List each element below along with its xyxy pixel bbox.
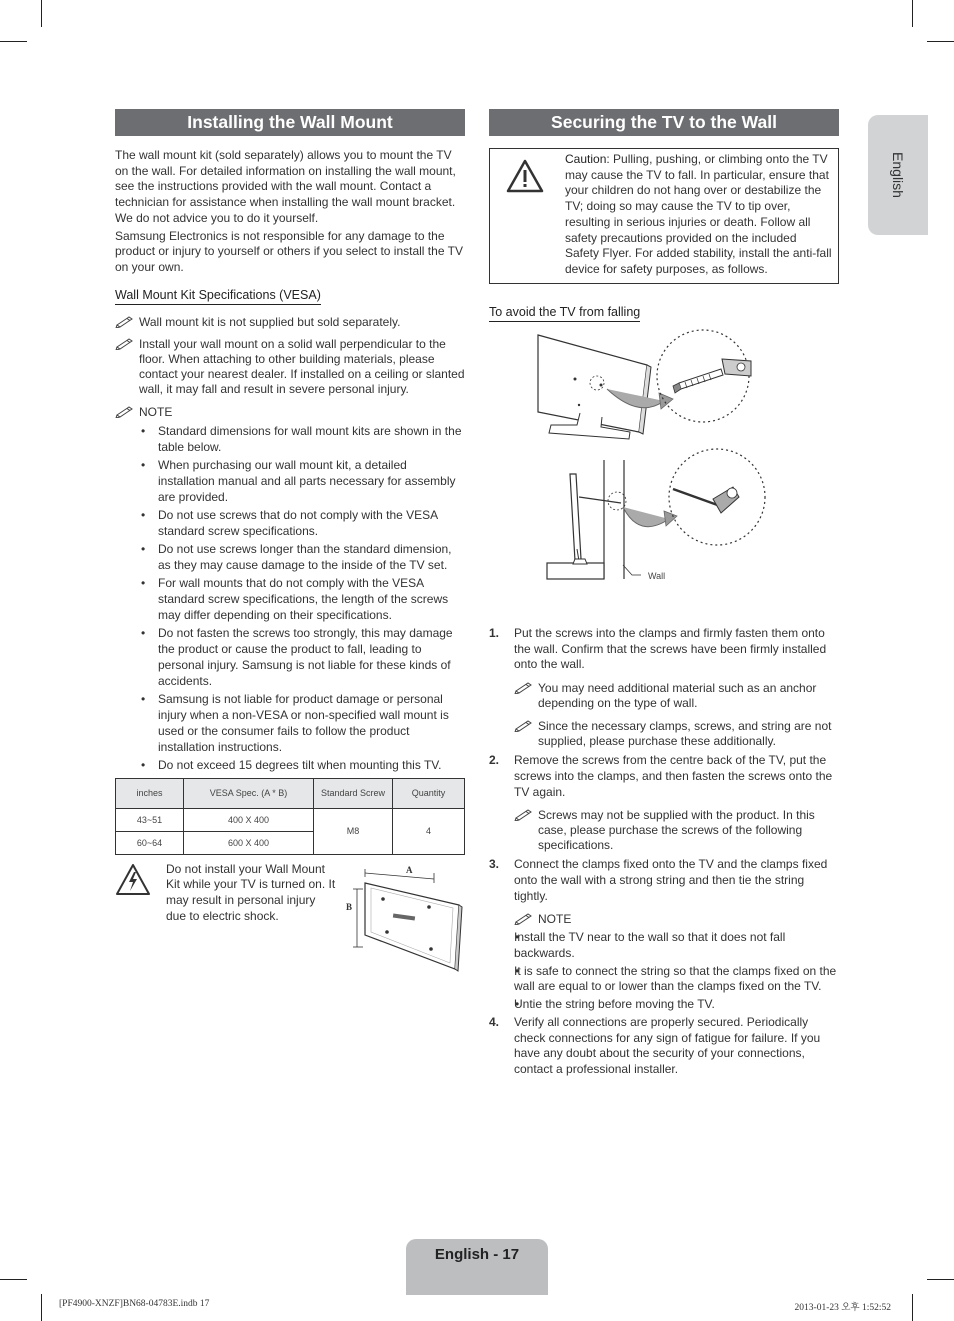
- list-item: • Do not fasten the screws too strongly, this may damage the product or cause the product to fall, leading to personal injury. Samsung is not liable for these kinds of accidents.: [115, 625, 465, 689]
- securing-section: [489, 109, 839, 1078]
- wall-mount-section: [115, 109, 465, 978]
- step-number: 3.: [489, 857, 500, 872]
- table-header: VESA Spec. (A * B): [184, 778, 314, 808]
- table-header-row: [116, 778, 465, 808]
- page-number-tab: [406, 1239, 548, 1295]
- crop-mark: [927, 41, 954, 42]
- installation-steps: [489, 626, 839, 1078]
- note-bullet-list: [115, 423, 465, 773]
- note-heading: [115, 405, 465, 420]
- step-text: Put the screws into the clamps and firmly fasten them onto the wall. Confirm that the screws have been firmly installed onto the wall.: [514, 626, 827, 672]
- crop-mark: [912, 1294, 913, 1321]
- section-title: Installing the Wall Mount: [115, 109, 465, 136]
- list-item: • For wall mounts that do not comply with the VESA standard screw specifications, the length of the screws may differ depending on their specifications.: [115, 575, 465, 623]
- list-item: • Do not use screws that do not comply with the VESA standard screw specifications.: [115, 507, 465, 539]
- electric-shock-warning-icon: [115, 863, 151, 897]
- caution-label: Caution: [565, 152, 607, 166]
- step-number: 2.: [489, 753, 500, 768]
- wall-label: Wall: [648, 571, 666, 581]
- table-header: Quantity: [393, 778, 465, 808]
- step-number: 1.: [489, 626, 500, 640]
- list-item: • Do not use screws longer than the standard dimension, as they may cause damage to the inside of the TV set.: [115, 541, 465, 573]
- note-text: You may need additional material such as an anchor depending on the type of wall.: [538, 681, 817, 711]
- avoid-falling-heading: To avoid the TV from falling: [489, 305, 640, 322]
- intro-paragraph: The wall mount kit (sold separately) allows you to mount the TV on the wall. For detailed information on installing the wall mount, see the instructions provided with the wall mount. Contact a technician for assistance when installing the wall mount bracket. We do not advice you to do it yourself.: [115, 148, 456, 225]
- caution-text: [565, 152, 833, 278]
- list-item: [489, 1015, 839, 1078]
- note-text: Install your wall mount on a solid wall perpendicular to the floor. When attaching to other building materials, please contact your nearest dealer. If installed on a ceiling or slanted wall, it may fall and result in severe personal injury.: [139, 336, 465, 396]
- footer-file-info: [PF4900-XNZF]BN68-04783E.indb 17: [59, 1299, 210, 1309]
- list-item: • Do not exceed 15 degrees tilt when mounting this TV.: [115, 757, 465, 773]
- note-text: Screws may not be supplied with the product. In this case, please purchase the screws of the following specifications.: [538, 808, 815, 853]
- caution-body: : Pulling, pushing, or climbing onto the TV may cause the TV to fall. In particular, ensure that your children do not hang over or destabilize the TV; doing so may cause the TV to tip over, resulting in serious injuries or death. Follow all safety precautions provided on the included Safety Flyer. For added stability, install the anti-fall device for safety purposes, as follows.: [565, 152, 832, 276]
- note-label: NOTE: [139, 404, 173, 419]
- dimension-label-a: A: [406, 864, 413, 875]
- pencil-note-icon: [115, 336, 135, 350]
- crop-mark: [927, 1279, 954, 1280]
- tv-back-vesa-illustration: [343, 863, 465, 973]
- table-cell: 400 X 400: [184, 808, 314, 831]
- list-item: • Samsung is not liable for product damage or personal injury when a non-VESA or non-specified wall mount is used or the consumer fails to follow the product installation instructions.: [115, 691, 465, 755]
- electric-warning: [115, 863, 465, 978]
- section-title: Securing the TV to the Wall: [489, 109, 839, 136]
- table-header: Standard Screw: [314, 778, 393, 808]
- table-header: inches: [116, 778, 184, 808]
- language-tab-label: English: [890, 152, 906, 198]
- tv-anti-fall-illustration: [489, 329, 839, 605]
- crop-mark: [912, 0, 913, 27]
- list-item: • Untie the string before moving the TV.: [489, 997, 839, 1013]
- table-cell: 4: [393, 808, 465, 854]
- step-text: Connect the clamps fixed onto the TV and the clamps fixed onto the wall with a strong string and then tie the string tightly.: [514, 857, 828, 903]
- language-tab: [868, 115, 928, 235]
- crop-mark: [0, 1279, 27, 1280]
- step-number: 4.: [489, 1014, 500, 1029]
- note-text: Since the necessary clamps, screws, and string are not supplied, please purchase these additionally.: [538, 719, 832, 749]
- table-cell: 43~51: [116, 808, 184, 831]
- list-item: • Standard dimensions for wall mount kits are shown in the table below.: [115, 423, 465, 455]
- note-bullet-list: [489, 930, 839, 1013]
- note-label: NOTE: [538, 912, 572, 927]
- list-item: • It is safe to connect the string so that the clamps fixed on the wall are equal to or lower than the clamps fixed on the TV.: [489, 964, 839, 995]
- list-item: [489, 753, 839, 853]
- spec-heading: Wall Mount Kit Specifications (VESA): [115, 288, 321, 305]
- footer-timestamp: 2013-01-23 오후 1:52:52: [794, 1303, 891, 1313]
- table-cell: M8: [314, 808, 393, 854]
- pencil-note-icon: [115, 314, 135, 328]
- note-item: [514, 719, 839, 749]
- step-text: Remove the screws from the centre back of the TV, put the screws into the clamps, and then fasten the screws onto the TV again.: [514, 753, 833, 799]
- note-item: [115, 337, 465, 397]
- crop-mark: [41, 1294, 42, 1321]
- table-row: [116, 808, 465, 831]
- pencil-note-icon: [514, 807, 534, 821]
- crop-mark: [0, 41, 27, 42]
- list-item: [489, 857, 839, 1013]
- list-item: [489, 626, 839, 749]
- caution-box: [489, 148, 839, 284]
- pencil-note-icon: [514, 680, 534, 694]
- table-cell: 60~64: [116, 831, 184, 854]
- vesa-spec-table: [115, 778, 465, 855]
- pencil-note-icon: [514, 911, 534, 925]
- note-item: [115, 315, 465, 330]
- list-item: • Install the TV near to the wall so that it does not fall backwards.: [489, 930, 839, 961]
- caution-warning-icon: [505, 158, 545, 194]
- warning-text: Do not install your Wall Mount Kit while your TV is turned on. It may result in personal injury due to electric shock.: [166, 861, 336, 923]
- note-item: [514, 808, 839, 853]
- disclaimer-paragraph: Samsung Electronics is not responsible for any damage to the product or injury to yourself or others if you select to install the TV on your own.: [115, 228, 463, 274]
- note-item: [514, 681, 839, 711]
- list-item: • When purchasing our wall mount kit, a detailed installation manual and all parts necessary for assembly are provided.: [115, 457, 465, 505]
- page-number: English - 17: [434, 1246, 520, 1263]
- note-text: Wall mount kit is not supplied but sold separately.: [139, 314, 401, 329]
- note-heading: [514, 912, 839, 927]
- table-cell: 600 X 400: [184, 831, 314, 854]
- crop-mark: [41, 0, 42, 27]
- step-text: Verify all connections are properly secured. Periodically check connections for any sign of fatigue for failure. If you have any doubt about the security of your connections, contact a professional installer.: [514, 1014, 821, 1076]
- dimension-label-b: B: [346, 901, 353, 912]
- pencil-note-icon: [514, 718, 534, 732]
- pencil-note-icon: [115, 404, 135, 418]
